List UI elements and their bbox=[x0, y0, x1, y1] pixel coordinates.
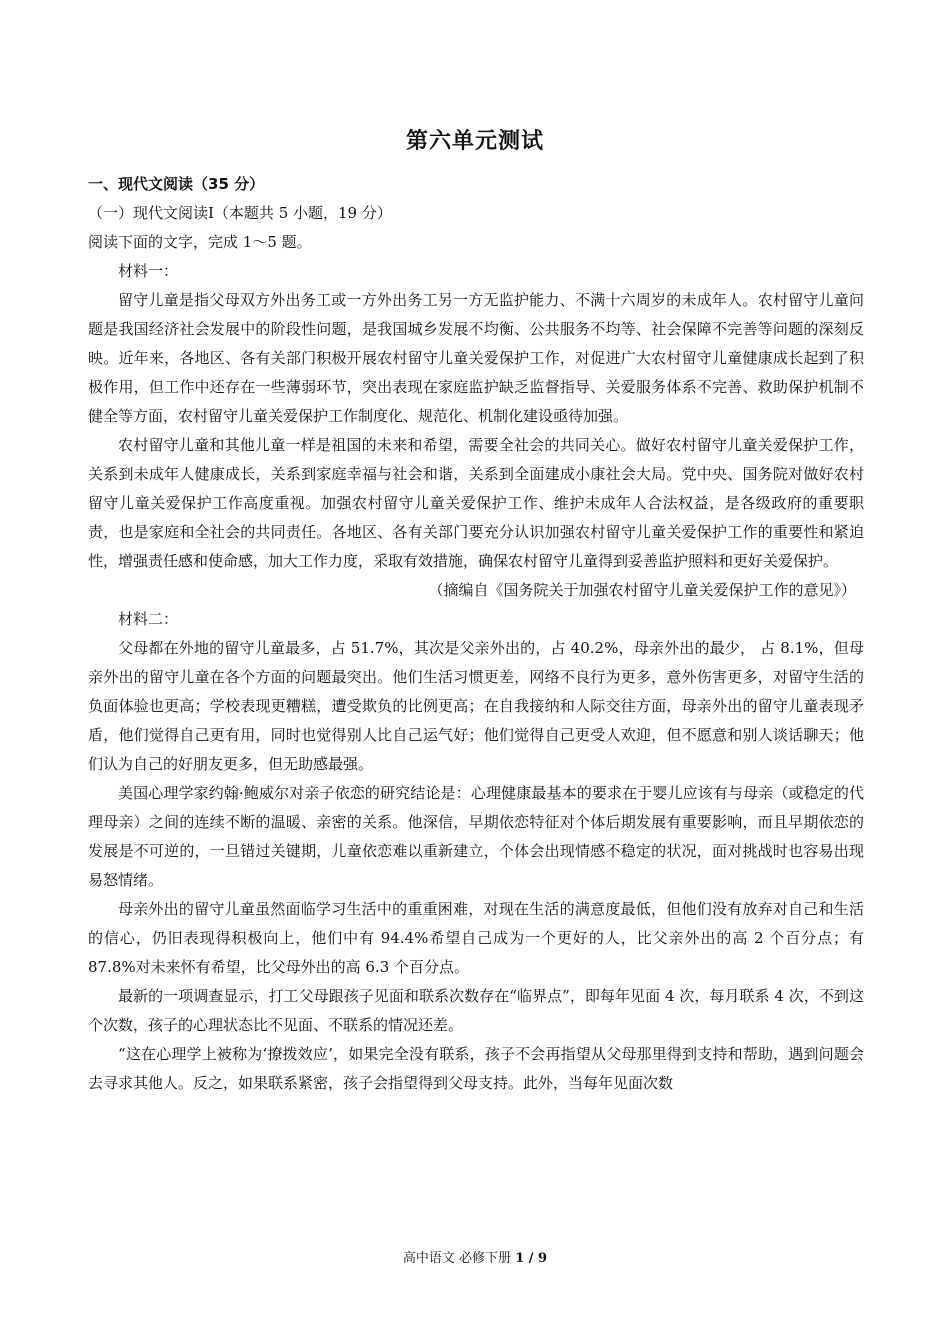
page-footer bbox=[0, 1247, 950, 1266]
source-citation: （摘编自《国务院关于加强农村留守儿童关爱保护工作的意见》） bbox=[428, 581, 856, 599]
paragraph: 美国心理学家约翰·鲍威尔对亲子依恋的研究结论是：心理健康最基本的要求在于婴儿应该有与母亲（或稳定的代理母亲）之间的连续不断的温暖、亲密的关系。他深信，早期依恋特征对个体后期发展有重要影响，而且早期依恋的发展是不可逆的，一旦错过关键期，儿童依恋难以重新建立，个体会出现情感不稳定的状况，面对挑战时也容易出现易怒情绪。 bbox=[88, 784, 864, 889]
paragraph: 留守儿童是指父母双方外出务工或一方外出务工另一方无监护能力、不满十六周岁的未成年人。农村留守儿童问题是我国经济社会发展中的阶段性问题，是我国城乡发展不均衡、公共服务不均等、社会保障不完善等问题的深刻反映。近年来，各地区、各有关部门积极开展农村留守儿童关爱保护工作，对促进广大农村留守儿童健康成长起到了积极作用，但工作中还存在一些薄弱环节，突出表现在家庭监护缺乏监督指导、关爱服务体系不完善、救助保护机制不健全等方面，农村留守儿童关爱保护工作制度化、规范化、机制化建设亟待加强。 bbox=[88, 291, 864, 425]
paragraph: “这在心理学上被称为‘撩拨效应’，如果完全没有联系，孩子不会再指望从父母那里得到支持和帮助，遇到问题会去寻求其他人。反之，如果联系紧密，孩子会指望得到父母支持。此外，当每年见面次数 bbox=[88, 1045, 864, 1092]
document-body bbox=[88, 170, 864, 1098]
material-label: 材料一： bbox=[118, 262, 179, 280]
paragraph: 最新的一项调查显示，打工父母跟孩子见面和联系次数存在“临界点”，即每年见面 4 次，每月联系 4 次，不到这个次数，孩子的心理状态比不见面、不联系的情况还差。 bbox=[88, 987, 864, 1034]
instruction-text: 阅读下面的文字，完成 1～5 题。 bbox=[88, 233, 312, 251]
page-title: 第六单元测试 bbox=[405, 129, 544, 154]
paragraph: 母亲外出的留守儿童虽然面临学习生活中的重重困难，对现在生活的满意度最低，但他们没有放弃对自己和生活的信心，仍旧表现得积极向上，他们中有 94.4%希望自己成为一个更好的人，比父亲外出的高 2 个百分点；有 87.8%对未来怀有希望，比父母外出的高 6.3 个百分点。 bbox=[88, 900, 864, 976]
paragraph: 农村留守儿童和其他儿童一样是祖国的未来和希望，需要全社会的共同关心。做好农村留守儿童关爱保护工作，关系到未成年人健康成长，关系到家庭幸福与社会和谐，关系到全面建成小康社会大局。党中央、国务院对做好农村留守儿童关爱保护工作高度重视。加强农村留守儿童关爱保护工作、维护未成年人合法权益，是各级政府的重要职责，也是家庭和全社会的共同责任。各地区、各有关部门要充分认识加强农村留守儿童关爱保护工作的重要性和紧迫性，增强责任感和使命感，加大工作力度，采取有效措施，确保农村留守儿童得到妥善监护照料和更好关爱保护。 bbox=[88, 436, 864, 570]
page-number: 1 / 9 bbox=[515, 1251, 548, 1266]
material-label: 材料二： bbox=[118, 610, 179, 628]
paragraph: 父母都在外地的留守儿童最多，占 51.7%，其次是父亲外出的，占 40.2%，母亲外出的最少， 占 8.1%，但母亲外出的留守儿童在各个方面的问题最突出。他们生活习惯更差，网络不良行为更多，意外伤害更多，对留守生活的负面体验也更高；学校表现更糟糕，遭受欺负的比例更高；在自我接纳和人际交往方面，母亲外出的留守儿童表现矛盾，他们觉得自己更有用，同时也觉得别人比自己运气好；他们觉得自己更受人欢迎，但不愿意和别人谈话聊天；他们认为自己的好朋友更多，但无助感最强。 bbox=[88, 639, 864, 773]
section-heading: 一、现代文阅读（35 分） bbox=[88, 175, 265, 193]
footer-text: 高中语文 必修下册 bbox=[402, 1251, 516, 1266]
subsection-heading: （一）现代文阅读Ⅰ（本题共 5 小题，19 分） bbox=[88, 204, 392, 222]
